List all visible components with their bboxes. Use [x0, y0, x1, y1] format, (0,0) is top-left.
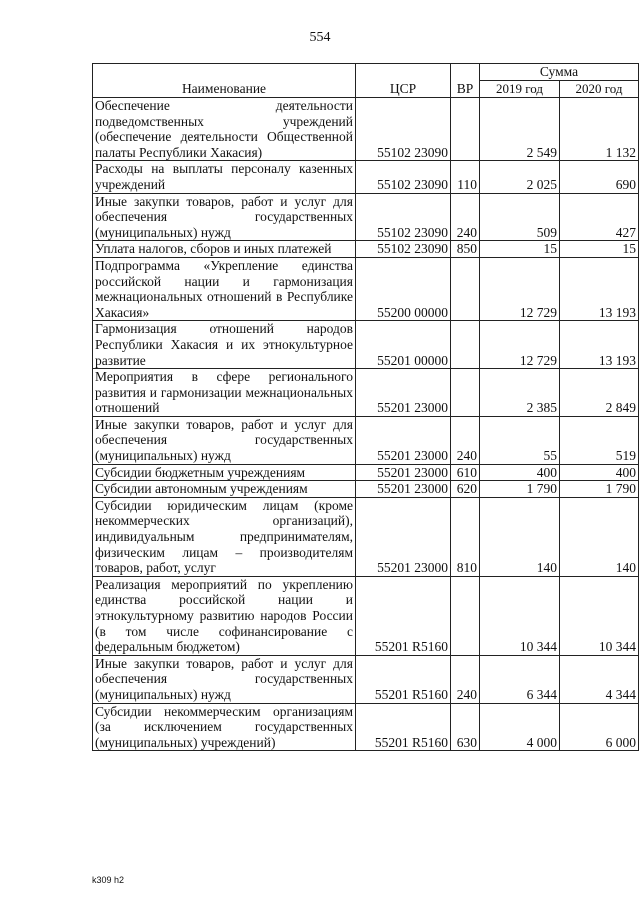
row-sum-2020: 1 132	[560, 98, 639, 161]
table-row	[93, 497, 639, 576]
row-csr: 55201 23000	[356, 416, 451, 464]
header-vr: ВР	[451, 64, 480, 98]
row-csr: 55201 23000	[356, 369, 451, 417]
header-year-2020: 2020 год	[560, 81, 639, 98]
row-name: Субсидии бюджетным учреждениям	[93, 464, 356, 481]
table-row	[93, 241, 639, 258]
header-year-2019: 2019 год	[480, 81, 560, 98]
row-sum-2020: 10 344	[560, 576, 639, 655]
row-vr: 810	[451, 497, 480, 576]
row-vr: 630	[451, 703, 480, 751]
header-csr: ЦСР	[356, 64, 451, 98]
table-row	[93, 369, 639, 417]
row-sum-2019: 15	[480, 241, 560, 258]
row-csr: 55201 R5160	[356, 703, 451, 751]
row-sum-2020: 2 849	[560, 369, 639, 417]
table-row	[93, 464, 639, 481]
row-name: Гармонизация отношений народов Республики Хакасия и их этнокультурное развитие	[93, 321, 356, 369]
row-vr	[451, 321, 480, 369]
table-row	[93, 416, 639, 464]
row-csr: 55102 23090	[356, 193, 451, 241]
row-sum-2020: 690	[560, 161, 639, 193]
row-vr: 240	[451, 416, 480, 464]
row-vr	[451, 369, 480, 417]
row-sum-2020: 13 193	[560, 321, 639, 369]
row-csr: 55201 23000	[356, 481, 451, 498]
row-name: Иные закупки товаров, работ и услуг для обеспечения государственных (муниципальных) нужд	[93, 193, 356, 241]
row-name: Иные закупки товаров, работ и услуг для обеспечения государственных (муниципальных) нужд	[93, 655, 356, 703]
row-sum-2019: 2 385	[480, 369, 560, 417]
row-sum-2020: 519	[560, 416, 639, 464]
row-sum-2019: 12 729	[480, 321, 560, 369]
row-name: Субсидии юридическим лицам (кроме некоммерческих организаций), индивидуальным предпринимателям, физическим лицам – производителям товаров, работ, услуг	[93, 497, 356, 576]
row-sum-2019: 55	[480, 416, 560, 464]
row-vr: 610	[451, 464, 480, 481]
row-sum-2020: 140	[560, 497, 639, 576]
row-csr: 55102 23090	[356, 241, 451, 258]
row-sum-2020: 427	[560, 193, 639, 241]
row-name: Реализация мероприятий по укреплению единства российской нации и этнокультурному развитию народов России (в том числе софинансирование с федеральным бюджетом)	[93, 576, 356, 655]
row-vr	[451, 257, 480, 320]
row-sum-2019: 400	[480, 464, 560, 481]
row-csr: 55201 23000	[356, 464, 451, 481]
row-sum-2019: 6 344	[480, 655, 560, 703]
row-name: Расходы на выплаты персоналу казенных учреждений	[93, 161, 356, 193]
row-name: Уплата налогов, сборов и иных платежей	[93, 241, 356, 258]
row-csr: 55201 R5160	[356, 655, 451, 703]
table-row	[93, 703, 639, 751]
row-vr: 240	[451, 193, 480, 241]
row-csr: 55201 00000	[356, 321, 451, 369]
row-name: Субсидии некоммерческим организациям (за исключением государственных (муниципальных) учреждений)	[93, 703, 356, 751]
row-sum-2019: 12 729	[480, 257, 560, 320]
page-number: 554	[309, 30, 331, 45]
row-vr	[451, 98, 480, 161]
row-name: Субсидии автономным учреждениям	[93, 481, 356, 498]
row-vr: 240	[451, 655, 480, 703]
table-row	[93, 321, 639, 369]
row-sum-2019: 2 549	[480, 98, 560, 161]
row-sum-2019: 1 790	[480, 481, 560, 498]
table-row	[93, 98, 639, 161]
table-body	[93, 98, 639, 751]
table-row	[93, 655, 639, 703]
row-name: Подпрограмма «Укрепление единства российской нации и гармонизация межнациональных отношений в Республике Хакасия»	[93, 257, 356, 320]
table-row	[93, 576, 639, 655]
row-sum-2020: 15	[560, 241, 639, 258]
row-vr: 110	[451, 161, 480, 193]
row-sum-2020: 4 344	[560, 655, 639, 703]
row-vr: 850	[451, 241, 480, 258]
row-vr: 620	[451, 481, 480, 498]
row-sum-2020: 13 193	[560, 257, 639, 320]
row-csr: 55102 23090	[356, 161, 451, 193]
row-name: Иные закупки товаров, работ и услуг для обеспечения государственных (муниципальных) нужд	[93, 416, 356, 464]
row-name: Обеспечение деятельности подведомственных учреждений (обеспечение деятельности Общественной палаты Республики Хакасия)	[93, 98, 356, 161]
row-sum-2020: 400	[560, 464, 639, 481]
row-sum-2019: 140	[480, 497, 560, 576]
row-sum-2020: 6 000	[560, 703, 639, 751]
table-row	[93, 161, 639, 193]
budget-table	[92, 63, 639, 751]
table-row	[93, 193, 639, 241]
table-row	[93, 257, 639, 320]
footer-code: k309 h2	[92, 875, 125, 885]
row-sum-2019: 2 025	[480, 161, 560, 193]
row-sum-2019: 4 000	[480, 703, 560, 751]
row-csr: 55201 R5160	[356, 576, 451, 655]
row-vr	[451, 576, 480, 655]
row-sum-2019: 509	[480, 193, 560, 241]
row-csr: 55102 23090	[356, 98, 451, 161]
table-row	[93, 481, 639, 498]
row-csr: 55201 23000	[356, 497, 451, 576]
row-csr: 55200 00000	[356, 257, 451, 320]
header-sum: Сумма	[480, 64, 639, 81]
row-name: Мероприятия в сфере регионального развития и гармонизации межнациональных отношений	[93, 369, 356, 417]
row-sum-2020: 1 790	[560, 481, 639, 498]
row-sum-2019: 10 344	[480, 576, 560, 655]
header-name: Наименование	[93, 64, 356, 98]
